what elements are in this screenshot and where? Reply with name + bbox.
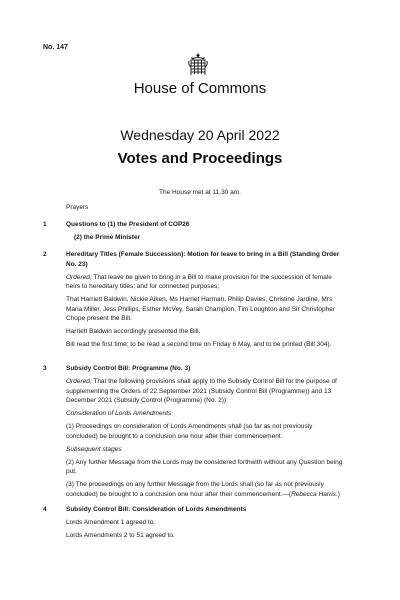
amendment-line: Lords Amendments 2 to 51 agreed to. xyxy=(66,532,175,539)
provision-text: (3) The proceedings on any further Message from the Lords shall (so far as not previously concluded) be brought to a conclusion one hour after their commencement.—( xyxy=(66,481,324,498)
ordered-text: That leave be given to bring in a Bill to make provision for the succession of female heirs to hereditary titles; and for connected purposes; xyxy=(66,273,332,290)
document-number: No. 147 xyxy=(43,44,68,51)
item-number: 1 xyxy=(43,221,47,228)
item-heading: Subsidy Control Bill: Consideration of Lords Amendments xyxy=(66,506,247,513)
bill-presenters: That Harriett Baldwin, Nickie Aiken, Ms Harriet Harman, Philip Davies, Christine Jardine, Mrs Maria Miller, Jess Phillips, Esther McVey, Sarah Champion, Tim Loughton and Sir Christopher Chope present the Bill. xyxy=(66,296,336,322)
ordered-paragraph xyxy=(66,377,344,406)
bill-first-reading: Bill read the first time; to be read a second time on Friday 6 May, and to be printed (Bill 304). xyxy=(66,341,332,348)
provision-paragraph: (2) Any further Message from the Lords may be considered forthwith without any Question being put. xyxy=(66,458,343,475)
item-subheading: (2) the Prime Minister xyxy=(74,234,141,241)
sitting-date: Wednesday 20 April 2022 xyxy=(120,127,280,143)
section-subheading: Subsequent stages xyxy=(66,445,122,453)
item-heading: Questions to (1) the President of COP26 xyxy=(66,221,190,228)
item-number: 2 xyxy=(43,251,47,258)
mover-name: Rebecca Harris. xyxy=(291,490,338,498)
house-met-time: The House met at 11.30 am. xyxy=(159,189,241,196)
section-subheading: Consideration of Lords Amendments xyxy=(66,410,172,417)
document-title: Votes and Proceedings xyxy=(117,150,283,167)
house-name: House of Commons xyxy=(133,80,267,97)
provision-paragraph xyxy=(66,480,344,499)
item-heading: Hereditary Titles (Female Succession): Motion for leave to bring in a Bill (Standing Order No. 23) xyxy=(66,251,340,268)
provision-end: ) xyxy=(337,490,340,498)
ordered-word: Ordered, xyxy=(66,273,92,281)
ordered-paragraph xyxy=(66,273,344,292)
prayers-label: Prayers xyxy=(66,204,89,211)
provision-paragraph: (1) Proceedings on consideration of Lords Amendments shall (so far as not previously concluded) be brought to a conclusion one hour after their commencement. xyxy=(66,423,313,440)
item-number: 3 xyxy=(43,365,47,372)
ordered-text: That the following provisions shall apply to the Subsidy Control Bill for the purpose of supplementing the Orders of 22 September 2021 (Subsidy Control Bill (Programme)) and 13 December 2021 (Subsidy Control (Programme) (No. 2)): xyxy=(66,378,337,404)
bill-presented: Harriett Baldwin accordingly presented the Bill. xyxy=(66,328,201,335)
item-number: 4 xyxy=(43,506,47,513)
portcullis-icon xyxy=(188,53,208,77)
ordered-word: Ordered, xyxy=(66,378,92,385)
amendment-line: Lords Amendment 1 agreed to. xyxy=(66,519,156,526)
item-heading: Subsidy Control Bill: Programme (No. 3) xyxy=(66,365,191,372)
